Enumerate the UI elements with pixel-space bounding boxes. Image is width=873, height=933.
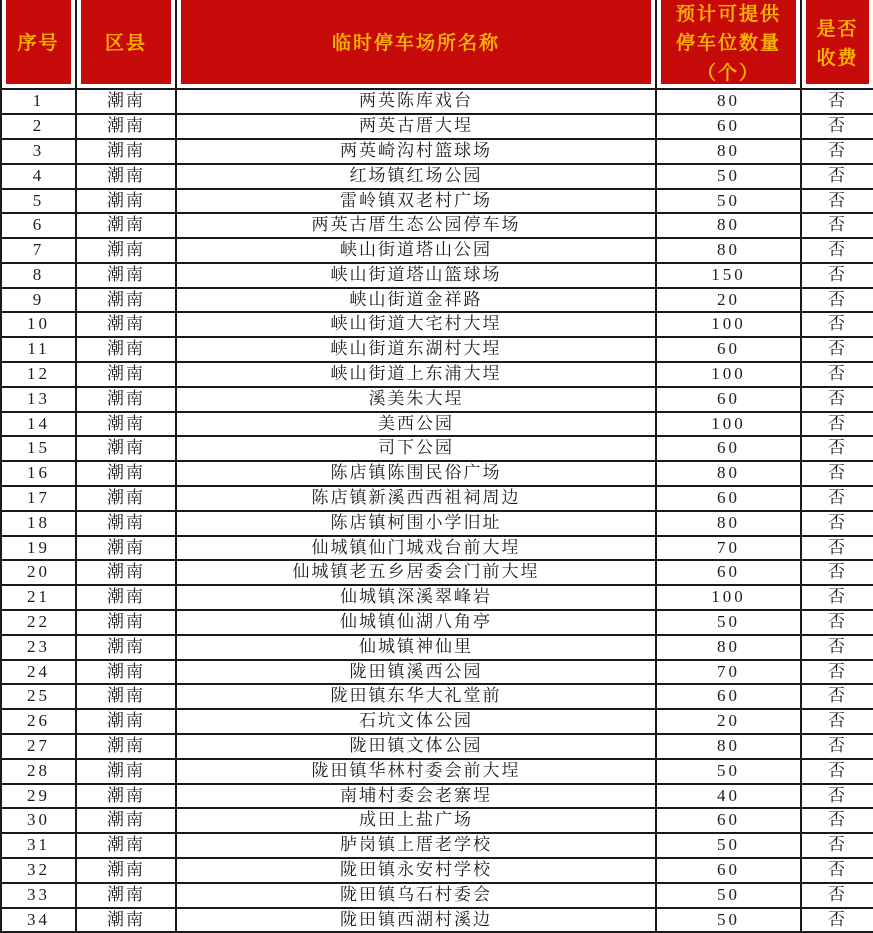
table-row <box>1 114 873 139</box>
cell-venue: 陈店镇陈围民俗广场 <box>176 461 656 486</box>
cell-spaces: 100 <box>656 362 801 387</box>
cell-venue: 峡山街道东湖村大埕 <box>176 337 656 362</box>
cell-spaces: 80 <box>656 461 801 486</box>
cell-fee: 否 <box>801 412 873 437</box>
cell-index: 13 <box>1 387 76 412</box>
table-body <box>1 89 873 932</box>
cell-spaces: 50 <box>656 759 801 784</box>
table-row <box>1 759 873 784</box>
cell-venue: 峡山街道金祥路 <box>176 288 656 313</box>
cell-fee: 否 <box>801 312 873 337</box>
cell-index: 17 <box>1 486 76 511</box>
cell-index: 24 <box>1 660 76 685</box>
table-row <box>1 486 873 511</box>
table-row <box>1 461 873 486</box>
table-row <box>1 189 873 214</box>
cell-fee: 否 <box>801 139 873 164</box>
cell-fee: 否 <box>801 833 873 858</box>
table-row <box>1 362 873 387</box>
cell-venue: 陈店镇新溪西西祖祠周边 <box>176 486 656 511</box>
cell-index: 8 <box>1 263 76 288</box>
cell-venue: 峡山街道塔山公园 <box>176 238 656 263</box>
cell-spaces: 40 <box>656 784 801 809</box>
cell-index: 5 <box>1 189 76 214</box>
cell-index: 1 <box>1 89 76 114</box>
header-venue-name: 临时停车场所名称 <box>176 0 656 89</box>
cell-index: 9 <box>1 288 76 313</box>
cell-spaces: 50 <box>656 610 801 635</box>
table-row <box>1 312 873 337</box>
cell-venue: 美西公园 <box>176 412 656 437</box>
table-row <box>1 164 873 189</box>
cell-fee: 否 <box>801 585 873 610</box>
cell-venue: 仙城镇老五乡居委会门前大埕 <box>176 560 656 585</box>
table-row <box>1 635 873 660</box>
cell-venue: 两英陈库戏台 <box>176 89 656 114</box>
cell-spaces: 60 <box>656 858 801 883</box>
table-row <box>1 858 873 883</box>
table-row <box>1 585 873 610</box>
cell-index: 23 <box>1 635 76 660</box>
cell-index: 26 <box>1 709 76 734</box>
cell-district: 潮南 <box>76 833 176 858</box>
cell-fee: 否 <box>801 436 873 461</box>
cell-fee: 否 <box>801 89 873 114</box>
cell-venue: 陇田镇西湖村溪边 <box>176 908 656 933</box>
cell-fee: 否 <box>801 337 873 362</box>
cell-spaces: 80 <box>656 238 801 263</box>
table-row <box>1 387 873 412</box>
cell-spaces: 60 <box>656 387 801 412</box>
cell-fee: 否 <box>801 635 873 660</box>
cell-district: 潮南 <box>76 164 176 189</box>
cell-venue: 峡山街道上东浦大埕 <box>176 362 656 387</box>
cell-index: 7 <box>1 238 76 263</box>
table-row <box>1 660 873 685</box>
cell-fee: 否 <box>801 114 873 139</box>
cell-spaces: 70 <box>656 660 801 685</box>
cell-district: 潮南 <box>76 337 176 362</box>
cell-index: 31 <box>1 833 76 858</box>
cell-spaces: 80 <box>656 139 801 164</box>
cell-spaces: 20 <box>656 288 801 313</box>
table-row <box>1 238 873 263</box>
cell-index: 34 <box>1 908 76 933</box>
cell-district: 潮南 <box>76 883 176 908</box>
cell-index: 6 <box>1 213 76 238</box>
header-fee: 是否收费 <box>801 0 873 89</box>
table-row <box>1 511 873 536</box>
cell-index: 4 <box>1 164 76 189</box>
cell-index: 19 <box>1 536 76 561</box>
cell-spaces: 80 <box>656 635 801 660</box>
cell-venue: 红场镇红场公园 <box>176 164 656 189</box>
cell-fee: 否 <box>801 263 873 288</box>
cell-district: 潮南 <box>76 288 176 313</box>
table-row <box>1 709 873 734</box>
cell-spaces: 80 <box>656 213 801 238</box>
cell-fee: 否 <box>801 759 873 784</box>
cell-spaces: 150 <box>656 263 801 288</box>
cell-index: 27 <box>1 734 76 759</box>
table-row <box>1 213 873 238</box>
cell-index: 12 <box>1 362 76 387</box>
cell-venue: 陈店镇柯围小学旧址 <box>176 511 656 536</box>
table-row <box>1 610 873 635</box>
cell-district: 潮南 <box>76 660 176 685</box>
cell-district: 潮南 <box>76 734 176 759</box>
cell-fee: 否 <box>801 858 873 883</box>
table-row <box>1 833 873 858</box>
cell-fee: 否 <box>801 189 873 214</box>
cell-spaces: 60 <box>656 684 801 709</box>
cell-district: 潮南 <box>76 908 176 933</box>
cell-spaces: 50 <box>656 883 801 908</box>
cell-venue: 陇田镇东华大礼堂前 <box>176 684 656 709</box>
cell-district: 潮南 <box>76 486 176 511</box>
cell-index: 22 <box>1 610 76 635</box>
cell-district: 潮南 <box>76 808 176 833</box>
cell-fee: 否 <box>801 684 873 709</box>
cell-district: 潮南 <box>76 759 176 784</box>
cell-fee: 否 <box>801 883 873 908</box>
cell-district: 潮南 <box>76 709 176 734</box>
header-index: 序号 <box>1 0 76 89</box>
cell-fee: 否 <box>801 387 873 412</box>
cell-fee: 否 <box>801 511 873 536</box>
cell-fee: 否 <box>801 660 873 685</box>
cell-spaces: 80 <box>656 511 801 536</box>
cell-fee: 否 <box>801 808 873 833</box>
cell-district: 潮南 <box>76 436 176 461</box>
cell-fee: 否 <box>801 709 873 734</box>
cell-index: 32 <box>1 858 76 883</box>
cell-district: 潮南 <box>76 684 176 709</box>
cell-spaces: 50 <box>656 164 801 189</box>
cell-spaces: 20 <box>656 709 801 734</box>
cell-fee: 否 <box>801 461 873 486</box>
cell-spaces: 100 <box>656 312 801 337</box>
cell-venue: 两英古厝大埕 <box>176 114 656 139</box>
cell-index: 16 <box>1 461 76 486</box>
cell-index: 28 <box>1 759 76 784</box>
cell-venue: 成田上盐广场 <box>176 808 656 833</box>
table-header-row <box>1 0 873 89</box>
table-row <box>1 139 873 164</box>
cell-index: 25 <box>1 684 76 709</box>
cell-index: 20 <box>1 560 76 585</box>
cell-index: 14 <box>1 412 76 437</box>
cell-index: 21 <box>1 585 76 610</box>
table-row <box>1 536 873 561</box>
cell-spaces: 60 <box>656 808 801 833</box>
cell-district: 潮南 <box>76 189 176 214</box>
cell-index: 3 <box>1 139 76 164</box>
cell-fee: 否 <box>801 610 873 635</box>
cell-district: 潮南 <box>76 536 176 561</box>
table-row <box>1 412 873 437</box>
cell-district: 潮南 <box>76 263 176 288</box>
cell-district: 潮南 <box>76 213 176 238</box>
cell-fee: 否 <box>801 908 873 933</box>
cell-venue: 仙城镇深溪翠峰岩 <box>176 585 656 610</box>
cell-venue: 石坑文体公园 <box>176 709 656 734</box>
table-row <box>1 288 873 313</box>
table-row <box>1 337 873 362</box>
cell-venue: 胪岗镇上厝老学校 <box>176 833 656 858</box>
cell-spaces: 60 <box>656 337 801 362</box>
cell-venue: 雷岭镇双老村广场 <box>176 189 656 214</box>
table-row <box>1 734 873 759</box>
cell-venue: 陇田镇华林村委会前大埕 <box>176 759 656 784</box>
cell-district: 潮南 <box>76 784 176 809</box>
cell-district: 潮南 <box>76 387 176 412</box>
cell-spaces: 100 <box>656 585 801 610</box>
table-row <box>1 560 873 585</box>
cell-venue: 陇田镇文体公园 <box>176 734 656 759</box>
cell-district: 潮南 <box>76 560 176 585</box>
cell-index: 18 <box>1 511 76 536</box>
cell-district: 潮南 <box>76 511 176 536</box>
cell-index: 15 <box>1 436 76 461</box>
cell-spaces: 70 <box>656 536 801 561</box>
cell-fee: 否 <box>801 288 873 313</box>
cell-fee: 否 <box>801 486 873 511</box>
cell-spaces: 80 <box>656 734 801 759</box>
cell-district: 潮南 <box>76 114 176 139</box>
cell-district: 潮南 <box>76 139 176 164</box>
header-spaces: 预计可提供停车位数量（个） <box>656 0 801 89</box>
cell-venue: 陇田镇乌石村委会 <box>176 883 656 908</box>
cell-district: 潮南 <box>76 312 176 337</box>
cell-spaces: 50 <box>656 189 801 214</box>
cell-venue: 陇田镇永安村学校 <box>176 858 656 883</box>
cell-venue: 仙城镇仙湖八角亭 <box>176 610 656 635</box>
cell-index: 30 <box>1 808 76 833</box>
cell-fee: 否 <box>801 213 873 238</box>
table-row <box>1 808 873 833</box>
cell-fee: 否 <box>801 560 873 585</box>
cell-fee: 否 <box>801 362 873 387</box>
cell-district: 潮南 <box>76 362 176 387</box>
cell-index: 10 <box>1 312 76 337</box>
cell-district: 潮南 <box>76 610 176 635</box>
cell-venue: 司下公园 <box>176 436 656 461</box>
cell-venue: 两英古厝生态公园停车场 <box>176 213 656 238</box>
cell-index: 29 <box>1 784 76 809</box>
cell-spaces: 50 <box>656 908 801 933</box>
cell-venue: 陇田镇溪西公园 <box>176 660 656 685</box>
table-row <box>1 436 873 461</box>
cell-venue: 溪美朱大埕 <box>176 387 656 412</box>
table-row <box>1 784 873 809</box>
cell-fee: 否 <box>801 734 873 759</box>
cell-district: 潮南 <box>76 585 176 610</box>
table-row <box>1 883 873 908</box>
cell-venue: 峡山街道塔山篮球场 <box>176 263 656 288</box>
cell-spaces: 100 <box>656 412 801 437</box>
cell-fee: 否 <box>801 784 873 809</box>
cell-district: 潮南 <box>76 238 176 263</box>
cell-district: 潮南 <box>76 461 176 486</box>
cell-district: 潮南 <box>76 89 176 114</box>
cell-spaces: 60 <box>656 560 801 585</box>
cell-index: 11 <box>1 337 76 362</box>
cell-spaces: 60 <box>656 436 801 461</box>
cell-district: 潮南 <box>76 412 176 437</box>
cell-fee: 否 <box>801 536 873 561</box>
table-row <box>1 263 873 288</box>
cell-spaces: 60 <box>656 114 801 139</box>
cell-venue: 峡山街道大宅村大埕 <box>176 312 656 337</box>
cell-venue: 南埔村委会老寨埕 <box>176 784 656 809</box>
table-row <box>1 908 873 933</box>
table-row <box>1 684 873 709</box>
cell-index: 2 <box>1 114 76 139</box>
table-row <box>1 89 873 114</box>
cell-spaces: 60 <box>656 486 801 511</box>
cell-fee: 否 <box>801 164 873 189</box>
cell-fee: 否 <box>801 238 873 263</box>
header-district: 区县 <box>76 0 176 89</box>
cell-venue: 两英崎沟村篮球场 <box>176 139 656 164</box>
cell-district: 潮南 <box>76 858 176 883</box>
cell-spaces: 50 <box>656 833 801 858</box>
cell-spaces: 80 <box>656 89 801 114</box>
cell-venue: 仙城镇仙门城戏台前大埕 <box>176 536 656 561</box>
cell-index: 33 <box>1 883 76 908</box>
cell-district: 潮南 <box>76 635 176 660</box>
cell-venue: 仙城镇神仙里 <box>176 635 656 660</box>
